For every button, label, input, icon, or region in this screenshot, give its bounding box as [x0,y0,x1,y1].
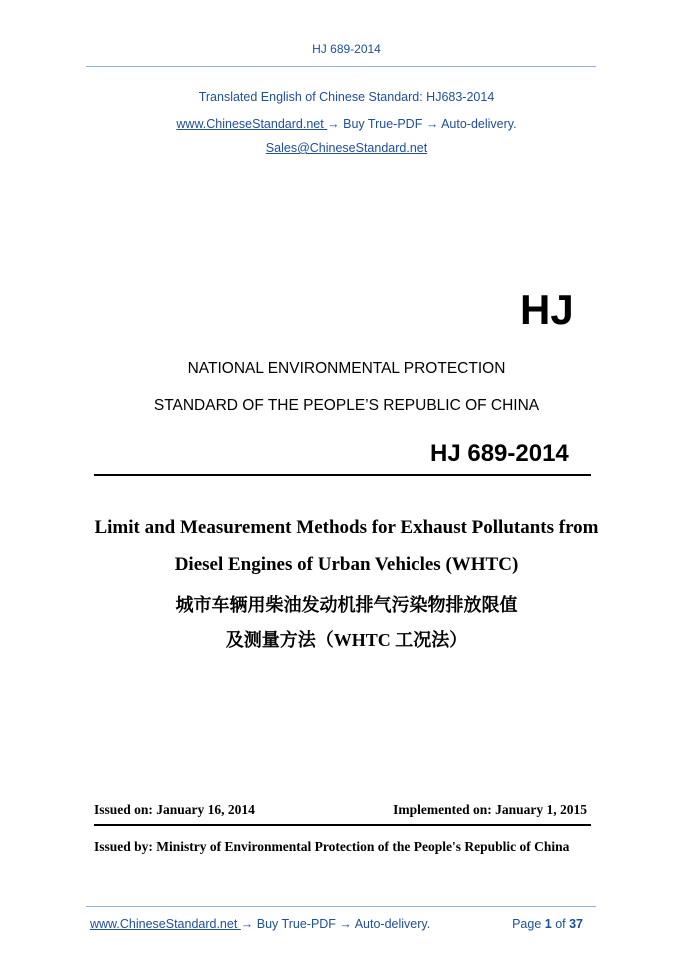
title-en-line-2: Diesel Engines of Urban Vehicles (WHTC) [174,554,519,575]
hj-code: HJ [520,286,574,333]
site-link[interactable]: www.ChineseStandard.net [176,117,328,131]
running-title: HJ 689-2014 [312,42,381,56]
national-line-1: NATIONAL ENVIRONMENTAL PROTECTION [187,360,506,377]
issued-by: Issued by: Ministry of Environmental Protection of the People's Republic of China [94,839,570,854]
header-divider [86,66,596,67]
page-indicator [512,917,583,931]
footer-auto-delivery-text: Auto-delivery. [351,917,431,931]
title-cn-line-2: 及测量方法（WHTC 工况法） [225,630,468,650]
footer-site-link[interactable]: www.ChineseStandard.net [90,917,241,931]
page-total: 37 [569,917,583,931]
national-line-2: STANDARD OF THE PEOPLE’S REPUBLIC OF CHINA [153,397,540,414]
standard-number: HJ 689-2014 [430,440,569,467]
translated-line: Translated English of Chinese Standard: HJ683-2014 [198,90,495,104]
title-rule [94,474,591,476]
page-current: 1 [544,917,552,931]
title-en-line-1: Limit and Measurement Methods for Exhaust Pollutants from [94,517,599,538]
footer-divider [86,906,596,907]
header-link-line [0,117,693,131]
sales-email-link[interactable]: Sales@ChineseStandard.net [265,141,428,155]
arrow-right-icon: → [240,917,254,931]
footer-buy-pdf-text: Buy True-PDF [253,917,340,931]
implemented-on: Implemented on: January 1, 2015 [393,802,587,817]
page-label: Page [512,917,545,931]
auto-delivery-text: Auto-delivery. [438,117,517,131]
buy-pdf-text: Buy True-PDF [339,117,426,131]
arrow-right-icon: → [339,917,352,931]
issued-on: Issued on: January 16, 2014 [94,802,255,817]
arrow-right-icon: → [425,117,439,131]
title-cn-line-1: 城市车辆用柴油发动机排气污染物排放限值 [175,595,518,615]
arrow-right-icon: → [327,117,340,131]
dates-rule [94,824,591,826]
page-of: of [551,917,570,931]
email-line [0,141,693,155]
footer-link-line [90,917,430,931]
